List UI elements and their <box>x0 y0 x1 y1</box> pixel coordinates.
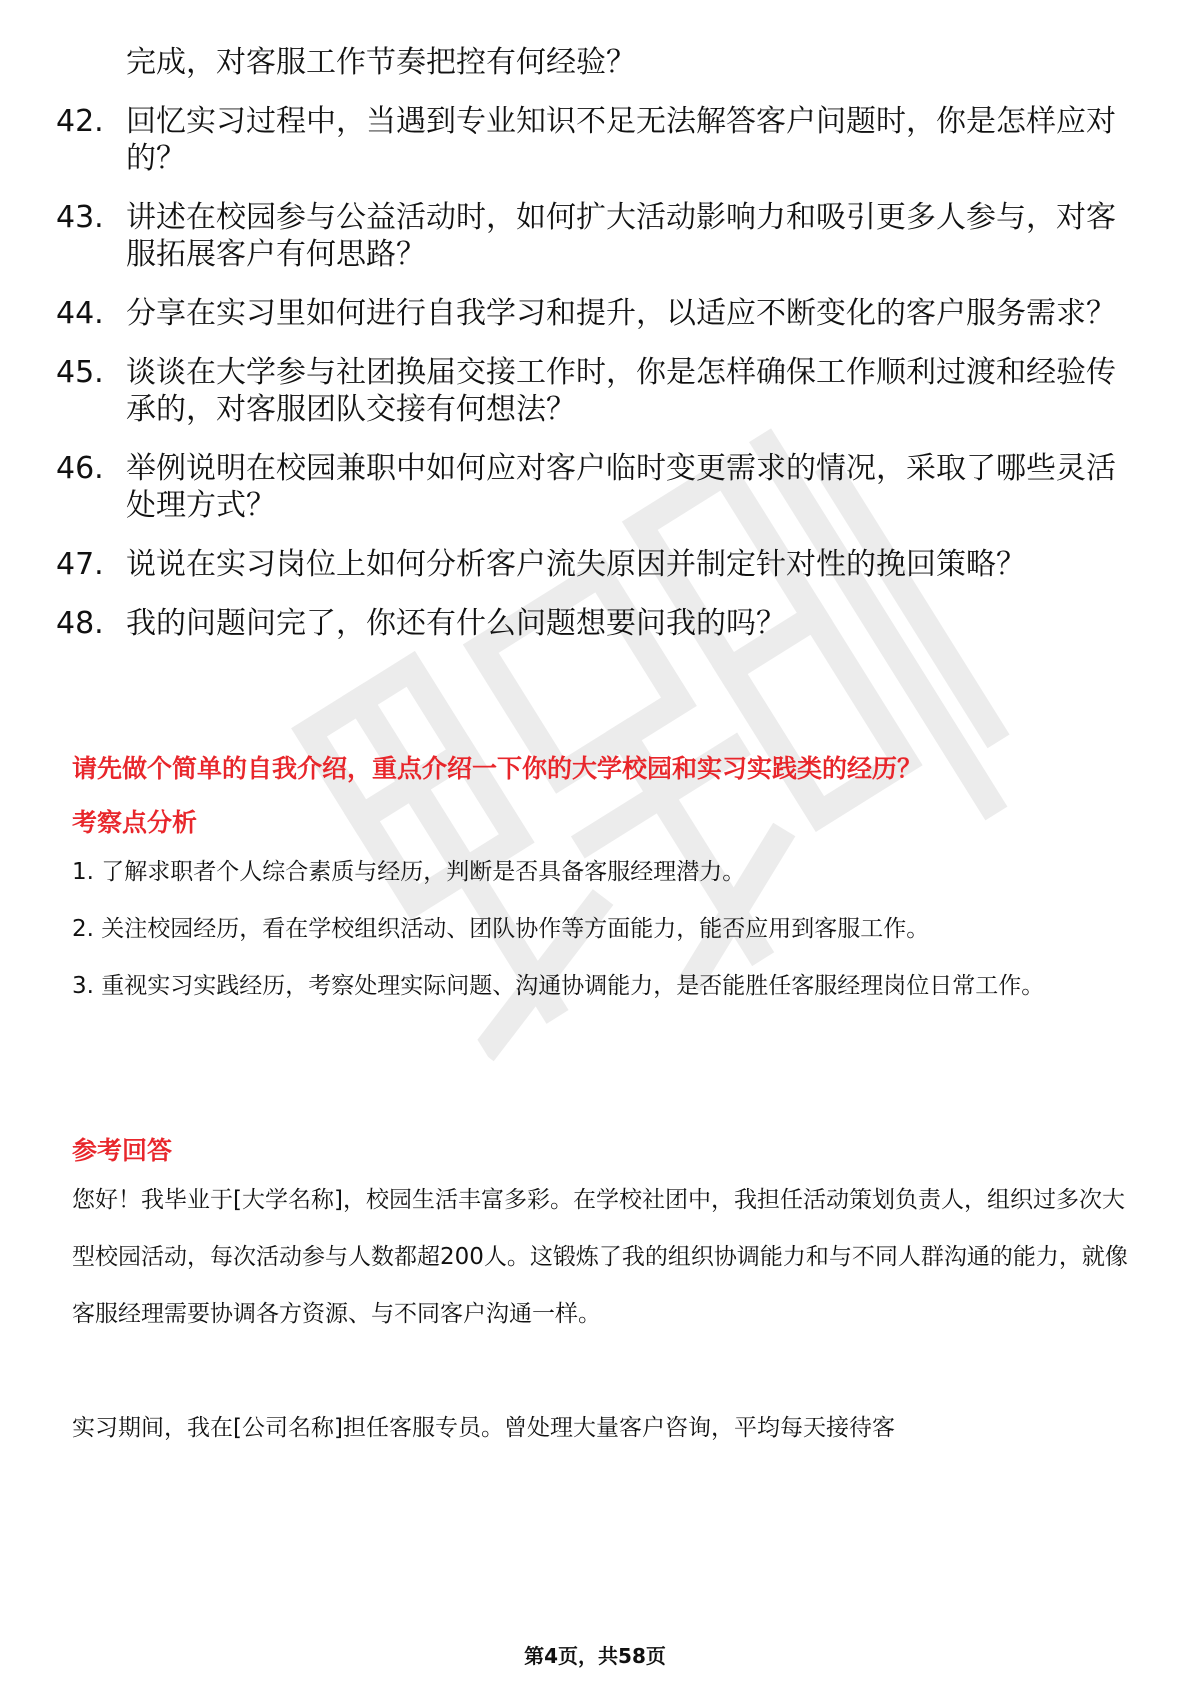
analysis-point: 2. 关注校园经历，看在学校组织活动、团队协作等方面能力，能否应用到客服工作。 <box>72 916 930 942</box>
list-item <box>56 450 1136 524</box>
answer-body <box>72 1172 1132 1457</box>
question-text: 完成，对客服工作节奏把控有何经验？ <box>126 45 636 80</box>
list-item <box>56 546 1136 583</box>
question-number: 44. <box>56 296 104 331</box>
question-text: 回忆实习过程中，当遇到专业知识不足无法解答客户问题时，你是怎样应对的？ <box>126 104 1116 176</box>
question-text: 谈谈在大学参与社团换届交接工作时，你是怎样确保工作顺利过渡和经验传承的，对客服团队交接有何想法？ <box>126 355 1116 427</box>
answer-section <box>72 1134 1132 1457</box>
highlight-section <box>72 752 1132 786</box>
question-list <box>56 44 1136 664</box>
question-number: 43. <box>56 200 104 235</box>
question-number <box>56 44 126 81</box>
analysis-section <box>72 806 1132 1015</box>
analysis-point: 1. 了解求职者个人综合素质与经历，判断是否具备客服经理潜力。 <box>72 859 746 885</box>
question-text: 分享在实习里如何进行自我学习和提升，以适应不断变化的客户服务需求？ <box>126 296 1116 331</box>
question-number: 46. <box>56 451 104 486</box>
answer-heading: 参考回答 <box>72 1136 173 1165</box>
question-number: 42. <box>56 104 104 139</box>
analysis-point: 3. 重视实习实践经历，考察处理实际问题、沟通协调能力，是否能胜任客服经理岗位日常工作。 <box>72 973 1045 999</box>
question-number: 48. <box>56 606 104 641</box>
question-number: 47. <box>56 547 104 582</box>
question-text: 我的问题问完了，你还有什么问题想要问我的吗？ <box>126 606 786 641</box>
list-item <box>56 199 1136 273</box>
answer-paragraph: 您好！我毕业于[大学名称]，校园生活丰富多彩。在学校社团中，我担任活动策划负责人，组织过多次大型校园活动，每次活动参与人数都超200人。这锻炼了我的组织协调能力和与不同人群沟通的能力，就像客服经理需要协调各方资源、与不同客户沟通一样。 <box>72 1187 1128 1327</box>
list-item <box>56 103 1136 177</box>
list-item <box>56 354 1136 428</box>
question-text: 举例说明在校园兼职中如何应对客户临时变更需求的情况，采取了哪些灵活处理方式？ <box>126 451 1116 523</box>
list-item <box>56 295 1136 332</box>
question-text: 讲述在校园参与公益活动时，如何扩大活动影响力和吸引更多人参与，对客服拓展客户有何思路？ <box>126 200 1116 272</box>
analysis-heading: 考察点分析 <box>72 808 198 837</box>
page-footer: 第4页，共58页 <box>524 1644 666 1668</box>
list-item <box>56 44 1136 81</box>
answer-paragraph: 实习期间，我在[公司名称]担任客服专员。曾处理大量客户咨询，平均每天接待客 <box>72 1415 895 1441</box>
question-number: 45. <box>56 355 104 390</box>
question-text: 说说在实习岗位上如何分析客户流失原因并制定针对性的挽回策略？ <box>126 547 1026 582</box>
list-item <box>56 605 1136 642</box>
analysis-points <box>72 844 1132 1015</box>
highlight-question: 请先做个简单的自我介绍，重点介绍一下你的大学校园和实习实践类的经历？ <box>72 754 923 783</box>
